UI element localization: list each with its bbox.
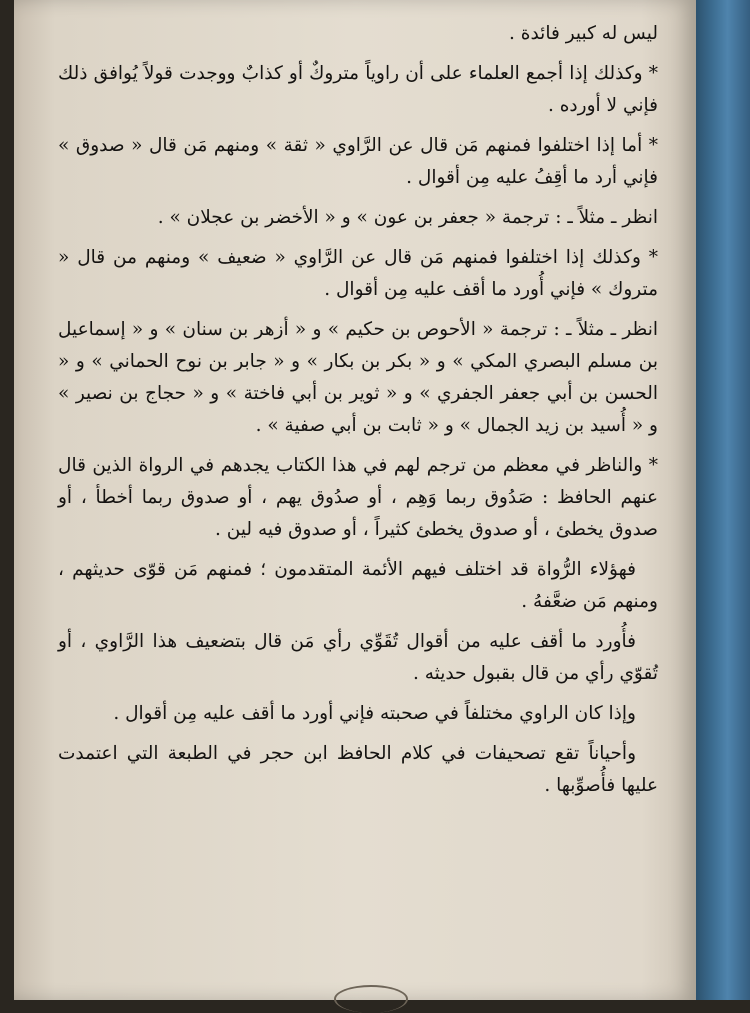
page-number-ornament <box>334 985 408 1013</box>
paragraph: انظر ـ مثلاً ـ : ترجمة « جعفر بن عون » و « الأخضر بن عجلان » . <box>157 207 658 228</box>
paragraph: * وكذلك إذا أجمع العلماء على أن راوياً متروكٌ أو كذابٌ ووجدت قولاً يُوافق ذلك فإني لا أورده . <box>58 63 658 116</box>
paragraph: فأُورد ما أقف عليه من أقوال تُقَوِّي رأي مَن قال بتضعيف هذا الرَّاوي ، أو تُقوّي رأي من قال بقبول حديثه . <box>58 631 658 684</box>
page-text <box>58 18 658 802</box>
paragraph: * وكذلك إذا اختلفوا فمنهم مَن قال عن الرَّاوي « ضعيف » ومنهم من قال « متروك » فإني أُورد ما أقف عليه مِن أقوال . <box>58 247 659 300</box>
book-spine <box>694 0 750 1000</box>
paragraph: وإذا كان الراوي مختلفاً في صحبته فإني أورد ما أقف عليه مِن أقوال . <box>113 703 636 724</box>
paragraph: انظر ـ مثلاً ـ : ترجمة « الأحوص بن حكيم » و « أزهر بن سنان » و « إسماعيل بن مسلم البصري المكي » و « بكر بن بكار » و « جابر بن نوح الحماني » و « الحسن بن أبي جعفر الجفري » و « ثوير بن أبي فاختة » و « حجاج بن نصير » و « أُسيد بن زيد الجمال » و « ثابت بن أبي صفية » . <box>58 319 658 436</box>
paragraph: * أما إذا اختلفوا فمنهم مَن قال عن الرَّاوي « ثقة » ومنهم مَن قال « صدوق » فإني أرد ما أقِفُ عليه مِن أقوال . <box>58 135 658 188</box>
paragraph: ليس له كبير فائدة . <box>509 23 658 44</box>
paragraph: * والناظر في معظم من ترجم لهم في هذا الكتاب يجدهم في الرواة الذين قال عنهم الحافظ : صَدُوق ربما وَهِم ، أو صدُوق يهم ، أو صدوق ربما أخطأ ، أو صدوق يخطئ ، أو صدوق يخطئ كثيراً ، أو صدوق فيه لين . <box>58 455 658 540</box>
book-page <box>14 0 696 1000</box>
paragraph: فهؤلاء الرُّواة قد اختلف فيهم الأئمة المتقدمون ؛ فمنهم مَن قوّى حديثهم ، ومنهم مَن ضعَّفهُ . <box>58 559 658 612</box>
paragraph: وأحياناً تقع تصحيفات في كلام الحافظ ابن حجر في الطبعة التي اعتمدت عليها فأُصوِّبها . <box>58 743 658 796</box>
